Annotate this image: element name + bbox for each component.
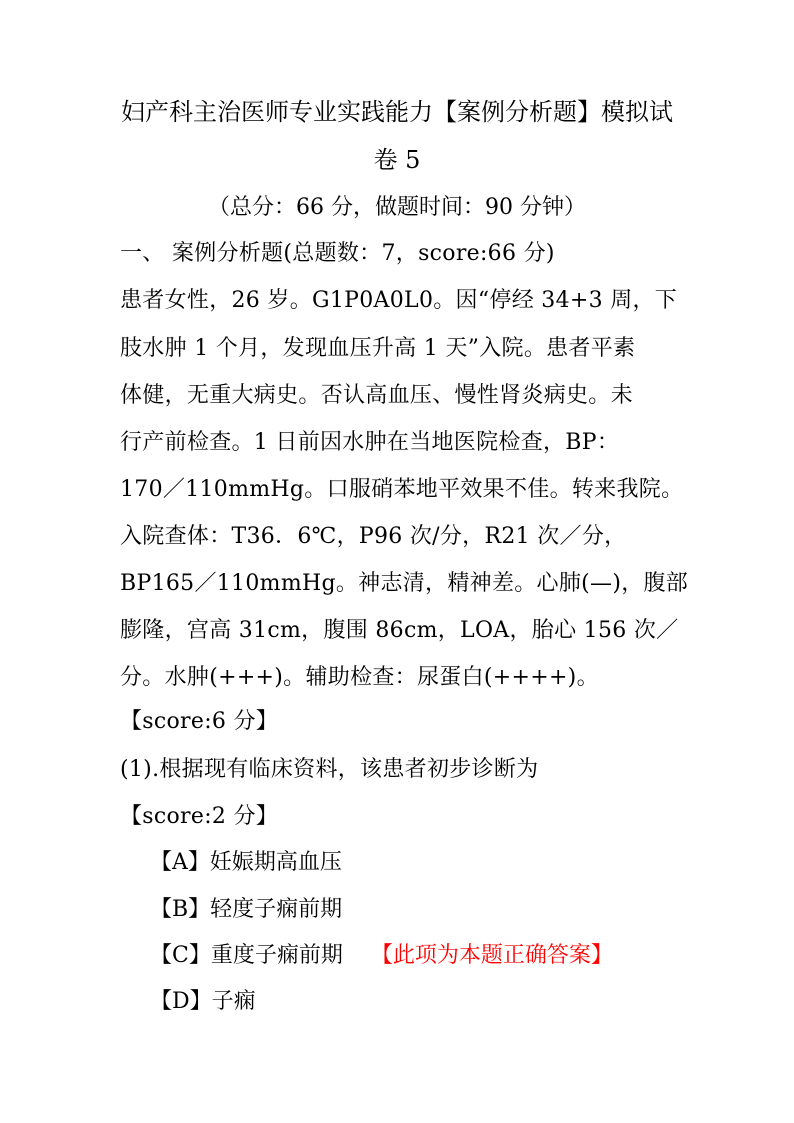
case-text-line: 行产前检查。1 日前因水肿在当地医院检查，BP： [120, 430, 620, 455]
document-subtitle: （总分：66 分，做题时间：90 分钟） [208, 195, 586, 220]
case-text-line: 肢水肿 1 个月，发现血压升高 1 天”入院。患者平素 [120, 336, 636, 361]
option-a [150, 848, 342, 878]
document-title-line-2: 卷 5 [373, 146, 421, 174]
option-label: 【C】重度子痫前期 [150, 943, 343, 968]
option-d [150, 987, 256, 1017]
option-b [150, 895, 342, 925]
option-label: 【A】妊娠期高血压 [150, 850, 342, 875]
option-label: 【B】轻度子痫前期 [150, 897, 343, 922]
case-score: 【score:6 分】 [120, 709, 279, 734]
case-text-line: 体健，无重大病史。否认高血压、慢性肾炎病史。未 [120, 383, 633, 408]
option-label: 【D】子痫 [150, 989, 256, 1014]
question-score: 【score:2 分】 [120, 804, 279, 829]
case-text-line: 分。水肿(+++)。辅助检查：尿蛋白(++++)。 [120, 665, 599, 690]
option-c [150, 941, 613, 971]
question-text: (1).根据现有临床资料，该患者初步诊断为 [120, 757, 539, 782]
case-text-line: BP165／110mmHg。神志清，精神差。心肺(—)，腹部 [120, 571, 689, 596]
case-text-line: 膨隆，宫高 31cm，腹围 86cm，LOA，胎心 156 次／ [120, 618, 679, 643]
case-text-line: 170／110mmHg。口服硝苯地平效果不佳。转来我院。 [120, 477, 684, 502]
document-title-line-1: 妇产科主治医师专业实践能力【案例分析题】模拟试 [121, 98, 673, 126]
case-text-line: 入院查体：T36．6℃，P96 次/分，R21 次／分， [120, 524, 627, 549]
case-text-line: 患者女性，26 岁。G1P0A0L0。因“停经 34+3 周，下 [120, 288, 678, 313]
section-heading: 一、 案例分析题(总题数：7，score:66 分) [120, 241, 555, 266]
correct-answer-note: 【此项为本题正确答案】 [370, 943, 613, 968]
